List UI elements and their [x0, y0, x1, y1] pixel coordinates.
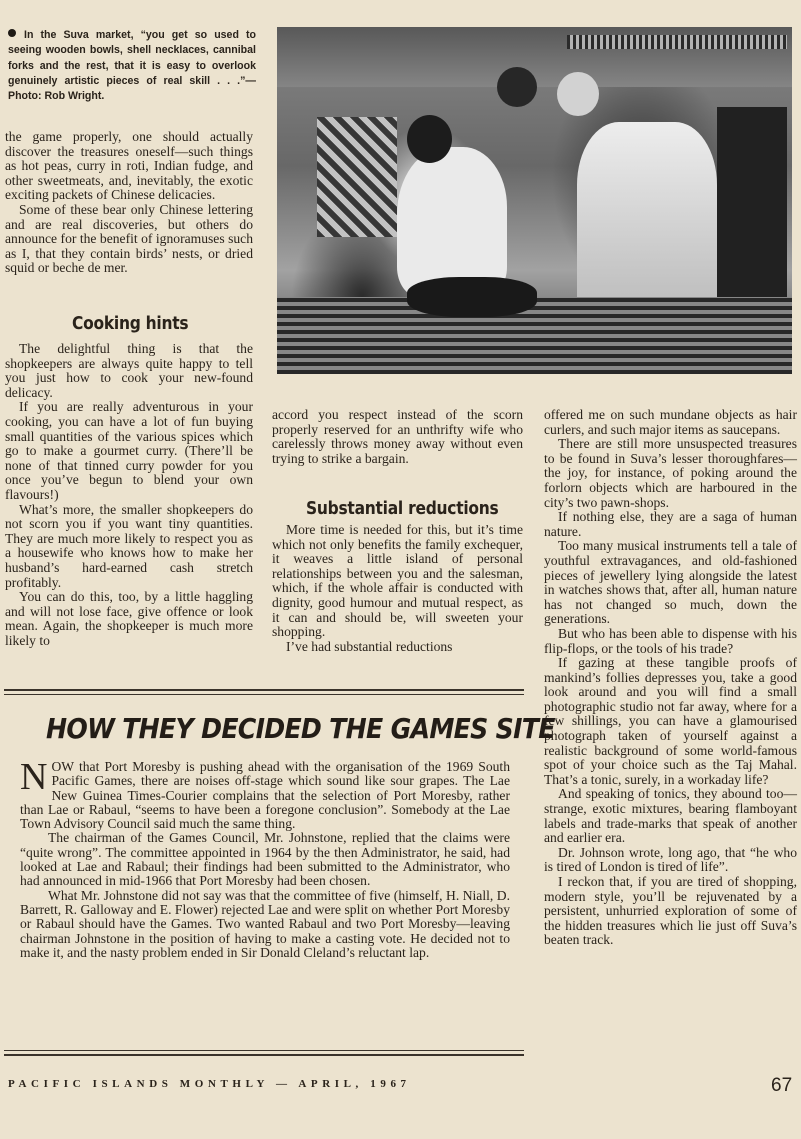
col3-paragraph: And speaking of tonics, they abound too—strange, exotic mixtures, bearing flamboyant labels and trade-marks that speak of another and earlier era.: [544, 786, 797, 846]
col1-paragraph: the game properly, one should actually discover the treasures oneself—such things as hot peas, curry in roti, Indian fudge, and other sweetmeats, and, inevitably, the exotic exciting packets of Chinese delicacies.: [5, 129, 253, 203]
photo-caption-block: [8, 28, 256, 104]
col1-paragraph: Some of these bear only Chinese lettering and are real discoveries, but others do announce for the benefit of ignoramuses such as I, that they contain birds’ nests, or dried squid or beche de mer.: [5, 201, 253, 276]
col2-paragraph: I’ve had substantial reductions: [286, 638, 453, 654]
footer-masthead: PACIFIC ISLANDS MONTHLY — APRIL, 1967: [8, 1078, 411, 1090]
story-top-rule-thin: [4, 694, 524, 695]
column-3: [544, 408, 797, 948]
column-2-continued: [272, 523, 523, 654]
col2-paragraph: accord you respect instead of the scorn properly reserved for an unthrifty wife who carelessly throws money away without even trying to strike a bargain.: [272, 407, 523, 466]
story-top-rule: [4, 689, 524, 691]
col3-paragraph: offered me on such mundane objects as hair curlers, and such major items as saucepans.: [544, 407, 797, 437]
column-1-continued: [5, 342, 253, 648]
col3-paragraph: Too many musical instruments tell a tale of youthful extravagances, and old-fashioned pieces of jewellery lying alongside the latest in watches shows that, after all, human nature has not changed so much, down the generations.: [544, 538, 797, 627]
subhead-cooking-hints: Cooking hints: [72, 313, 189, 334]
drop-cap: N: [20, 756, 48, 798]
story-paragraph: OW that Port Moresby is pushing ahead with the organisation of the 1969 South Pacific Games, there are noises off-stage which sound like sour grapes. The Lae New Guinea Times-Courier complains that the selection of Port Moresby, rather than Lae or Rabaul, “seems to have been a foregone conclusion”. Somebody at the Lae Town Advisory Council said much the same thing.: [20, 759, 510, 832]
story-bottom-rule-thin: [4, 1050, 524, 1051]
story-bottom-rule: [4, 1054, 524, 1056]
col1-paragraph: You can do this, too, by a little haggling and will not lose face, give offence or look mean. Again, the shopkeeper is much more likely to: [5, 589, 253, 648]
col3-paragraph: I reckon that, if you are tired of shopping, modern style, you’ll be rejuvenated by a persistent, unhurried exploration of some of the hidden treasures which lie just off Suva’s beaten track.: [544, 874, 797, 948]
story-headline-wrap: [46, 712, 611, 745]
col3-paragraph: There are still more unsuspected treasures to be found in Suva’s lesser thoroughfares—the joy, for instance, of poking around the forlorn objects which are harboured in the city’s two pawn-shops.: [544, 436, 797, 510]
story-headline: HOW THEY DECIDED THE GAMES SITE: [46, 712, 555, 745]
col1-paragraph: The delightful thing is that the shopkeepers are always quite happy to tell you just how to cook your new-found delicacy.: [5, 341, 253, 400]
col3-paragraph: But who has been able to dispense with his flip-flops, or the tools of his trade?: [544, 625, 797, 656]
subhead-substantial-reductions: Substantial reductions: [306, 498, 499, 519]
col1-paragraph: If you are really adventurous in your cooking, you can have a lot of fun buying small quantities of the various spices which go to make a gourmet curry. (There’ll be none of that tinned curry powder for you once you’ve begun to blend your own flavours!): [5, 399, 253, 502]
column-2: [272, 408, 523, 466]
col3-paragraph: If nothing else, they are a saga of human nature.: [544, 509, 797, 539]
col3-paragraph: Dr. Johnson wrote, long ago, that “he who is tired of London is tired of life”.: [544, 844, 797, 875]
page-number: 67: [771, 1075, 793, 1096]
col1-paragraph: What’s more, the smaller shopkeepers do not scorn you if you want tiny quantities. They are much more likely to respect you as a housewife who knows how to make her husband’s hard-earned cash stretch profitably.: [5, 501, 253, 590]
photo-caption: In the Suva market, “you get so used to seeing wooden bowls, shell necklaces, cannibal forks and the rest, that it is easy to overlook genuinely artistic pieces of real skill . . .”—Photo: Rob Wright.: [8, 29, 256, 103]
story-paragraph: The chairman of the Games Council, Mr. Johnstone, replied that the claims were “quite wrong”. The committee appointed in 1964 by the then Administrator, he said, had looked at Lae and Rabaul; their findings had been submitted to the Administrator, who had announced in mid-1966 that Port Moresby had been chosen.: [20, 830, 510, 889]
market-photo: [277, 27, 792, 374]
story-paragraph: What Mr. Johnstone did not say was that the committee of five (himself, H. Niall, D. Barrett, R. Galloway and E. Flower) rejected Lae and were split on whether Port Moresby or Rabaul should have the Games. Two wanted Rabaul and two Port Moresby—leaving chairman Johnstone in the position of having to make a casting vote. He decided not to make it, and the nasty problem ended in Sir Donald Cleland’s reluctant lap.: [20, 887, 510, 960]
col2-paragraph: More time is needed for this, but it’s time which not only benefits the family exchequer, it weaves a little island of personal relationships between you and the salesman, which, if the whole affair is conducted with dignity, good humour and mutual respect, as it can and should be, will sweeten your shopping.: [272, 522, 523, 640]
column-1: [5, 130, 253, 276]
story-body: [20, 756, 510, 960]
bullet-icon: [8, 29, 16, 37]
col3-paragraph: If gazing at these tangible proofs of mankind’s follies depresses you, take a good look around and you will find a small photographic studio not far away, where for a few shillings, you can have a glamourised photograph taken of yourself against a realistic background of some world-famous spot of your choice such as the Taj Mahal. That’s a tonic, surely, in a workaday life?: [544, 655, 797, 787]
